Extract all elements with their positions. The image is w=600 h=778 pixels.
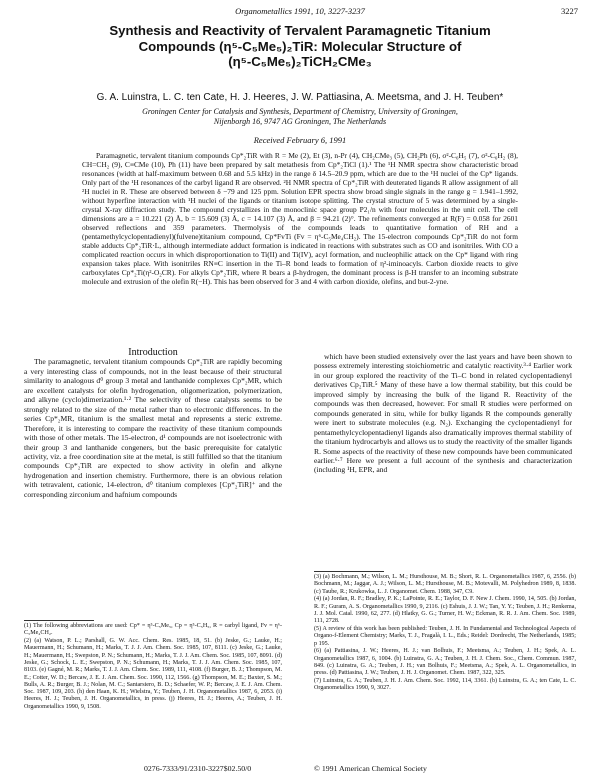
footnote-rule-right [314,571,384,572]
footnote: (6) (a) Pattiasina, J. W.; Heeres, H. J.; van Bolhuis, F.; Meetsma, A.; Teuben, J. H.; Spek, A. L. Organometallics 1987, 6, 1004. (b) Luinstra, G. A.; Teuben, J. H. J. Chem. Soc., Chem. Commun. 1987, 849. (c) Luinstra, G. A.; Teuben, J. H.; van Bolhuis, F.; Meetsma, A.; Spek, A. L. Organometallics, in press. (d) Pattiasina, J. W.; Teuben, J. H. J. Organomet. Chem. 1987, 322, 325. [314,648,576,677]
journal-citation: Organometallics 1991, 10, 3227-3237 [235,6,365,16]
left-column [24,348,282,499]
affiliation-line-1: Groningen Center for Catalysis and Synthesis, Department of Chemistry, University of Groningen, [142,107,458,116]
running-header [0,6,600,20]
page-number: 3227 [561,6,578,16]
intro-paragraph-right: which have been studied extensively over the last years and have been shown to possess extremely interesting stoichiometric and catalytic reactivity.³·⁴ Earlier work in our group explored the reactivity of the Ti–C bond in related cyclopentadienyl derivatives Cp₂TiR.⁵ Many of these have a low thermal stability, but this could be improved simply by increasing the bulk of the ligand R. Reactivity of the compounds was then decreased, however. For small R studies were performed on compounds generated in situ, while for bulky ligands R the compounds generally were inert to substrate molecules (e.g. N₂). Exchanging the cyclopentadienyl for pentamethylcyclopentadienyl ligands also dramatically improves thermal stability of the titanium hydrocarbyls and allows us to study the reactivity of the smaller ligands R. Some aspects of the reactivity of these new compounds have been communicated earlier.⁶·⁷ Here we present a full account of the synthesis and characterization (including ¹H, EPR, and [314,352,572,475]
affiliation [60,107,540,127]
title-line-1: Synthesis and Reactivity of Tervalent Paramagnetic Titanium [109,23,491,38]
article-title [40,23,560,70]
footnote: (4) (a) Jordan, R. F.; Bradley, P. K.; LaPointe, R. E.; Taylor, D. F. New J. Chem. 1990, 14, 505. (b) Jordan, R. F.; Guram, A. S. Organometallics 1990, 9, 2116. (c) Eshuis, J. J. W.; Tan, Y. Y.; Teuben, J. H.; Renkema, J. J. Mol. Catal. 1990, 62, 277. (d) Hlatky, G. G.; Turner, H. W.; Eckman, R. R. J. Am. Chem. Soc. 1989, 111, 2728. [314,596,576,625]
footnotes-right [314,574,576,693]
affiliation-line-2: Nijenborgh 16, 9747 AG Groningen, The Netherlands [213,117,387,126]
footnote: (2) (a) Watson, P. L.; Parshall, G. W. Acc. Chem. Res. 1985, 18, 51. (b) Jeske, G.; Lauke, H.; Mauermann, H.; Schumann, H.; Marks, T. J. J. Am. Chem. Soc. 1985, 107, 8111. (c) Jeske, G.; Lauke, H.; Mauermann, H.; Swepston, P. N.; Schumann, H.; Marks, T. J. J. Am. Chem. Soc. 1985, 107, 8091. (d) Jeske, G.; Schock, L. E.; Swepston, P. N.; Schumann, H.; Marks, T. J. J. Am. Chem. Soc. 1985, 107, 8103. (e) Gagné, M. R.; Marks, T. J. J. Am. Chem. Soc. 1989, 111, 4108. (f) Burger, B. J.; Thompson, M. E.; Cotter, W. D.; Bercaw, J. E. J. Am. Chem. Soc. 1990, 112, 1566. (g) Thompson, M. E.; Baxter, S. M.; Bulls, A. R.; Burger, B. J.; Nolan, M. C.; Santarsiero, B. D.; Schaefer, W. P.; Bercaw, J. E. J. Am. Chem. Soc. 1987, 109, 203. (h) den Haan, K. H.; Wielstra, Y.; Teuben, J. H. Organometallics 1987, 6, 2053. (i) Heeres, H. J.; Teuben, J. H. Organometallics, in press. (j) Heeres, H. J.; Heeres, A.; Teuben, J. H. Organometallics 1990, 9, 1508. [24,638,282,710]
title-line-2: Compounds (η⁵-C₅Me₅)₂TiR: Molecular Structure of [138,38,462,54]
abstract: Paramagnetic, tervalent titanium compounds Cp*₂TiR with R = Me (2), Et (3), n-Pr (4), CH₂CMe₃ (5), CH₂Ph (6), σ²-C₆H₅ (7), σ²-C₆H₂ (8), CH=CH₂ (9), C≡CMe (10), Ph (11) have been prepared by salt metathesis from Cp*₂TiCl (1).¹ The ¹H NMR spectra show characteristic broad resonances (width at half-maximum between 0.68 and 5.5 kHz) in the range δ 14.5–20.9 ppm, which are due to the ¹H nuclei of the Cp* ligands. Only part of the ¹H resonances of the carbyl ligand R are observed. ²H NMR spectra of Cp*₂TiR with deuterated ligands R allow assignment of all ²H nuclei in R. These are observed between δ −79 and 125 ppm. Solution EPR spectra show broad single signals in the range g = 1.941–1.992, without hyperfine interaction with ¹H nuclei of the ligands or titanium isotope splitting. The crystal structure of 5 was determined by a single-crystal X-ray diffraction study. The compound crystallizes in the monoclinic space group P2₁/n with four molecules in the unit cell. The cell dimensions are a = 10.221 (2) Å, b = 15.609 (3) Å, c = 14.107 (3) Å, and β = 94.21 (2)°. The refinements converged at R(F) = 0.058 for 2601 observed reflections and 359 parameters. Thermolysis of the compounds leads to quantitative formation of RH and a (pentamethylcyclopentadienyl)(fulvene)titanium compound, Cp*FvTi (Fv = η⁶-C₅Me₄CH₂). The 15-electron compounds Cp*₂TiR do not form stable adducts Cp*₂TiR·L, although intermediate adduct formation is indicated in reactions with substrates such as CO and isonitriles. With CO a complicated reaction occurs in which disproportionation to Ti(II) and Ti(IV), acyl formation, and nucleophilic attack on the Cp* ligand with ring expansion takes place. With isonitriles RN≡C insertion in the Ti–R bond leads to formation of η²-iminoacyls. Carbon dioxide reacts to give carboxylates Cp*₂Ti(η²-O₂CR). For alkyls Cp*₂TiR, where R bears a β-hydrogen, the dominant process is β-H transfer to an incoming substrate molecule and extrusion of the olefin R(−H). This has been observed for 3 and 4 with carbon dioxide, olefins, and but-2-yne. [82,151,518,286]
footnotes-left [24,623,282,712]
footnote: (1) The following abbreviations are used: Cp* = η⁵-C₅Me₅, Cp = η⁵-C₅H₅, R = carbyl ligand, Fv = η⁶-C₅Me₄CH₂. [24,623,282,637]
footnote: (7) Luinstra, G. A.; Teuben, J. H. J. Am. Chem. Soc. 1992, 114, 3361. (b) Luinstra, G. A.; ten Cate, L. C. Organometallics 1990, 9, 3027. [314,678,576,692]
issn-code: 0276-7333/91/2310-3227$02.50/0 [144,764,252,773]
intro-paragraph-left: The paramagnetic, tervalent titanium compounds Cp*₂TiR are rapidly becoming a very interesting class of compounds, not in the least because of their structural similarity to analogous d⁰ group 3 metal and lanthanide complexes Cp*₂MR, which are excellent catalysts for olefin hydrogenation, oligomerization, polymerization, and alkyne (cyclo)dimerization.¹·² The selectivity of these catalysts seems to be strongly related to the size of the metal rather than to electronic differences. In the series Cp*₂MR, titanium is the smallest metal and represents a steric extreme. Therefore, it is interesting to compare the reactivity of these titanium compounds with those of other metals. The 15-electron, d¹ compounds are not isoelectronic with their group 3 and lanthanide congeners, but the basic prerequisite for catalytic activity, viz. a free coordination site at the metal, is still fulfilled so that the titanium compounds Cp*₂TiR are expected to show activity in olefin and alkyne hydrogenation and insertion chemistry. Furthermore, there is an obvious relation with tetravalent, cationic, 14-electron, d⁰ titanium complexes [Cp*₂TiR]⁺ and the corresponding zirconium and hafnium compounds [24,357,282,499]
copyright: © 1991 American Chemical Society [314,764,427,773]
author-list: G. A. Luinstra, L. C. ten Cate, H. J. Heeres, J. W. Pattiasina, A. Meetsma, and J. H. Teuben* [96,92,504,103]
received-date: Received February 6, 1991 [253,135,347,145]
section-heading-introduction: Introduction [128,347,178,358]
footnote: (5) A review of this work has been published: Teuben, J. H. In Fundamental and Technological Aspects of Organo-f-Element Chemistry; Marks, T. J., Fragalà, I. L., Eds.; Reidel: Dordrecht, The Netherlands, 1985; p 195. [314,626,576,647]
title-line-3: (η⁵-C₅Me₅)₂TiCH₂CMe₃ [228,54,372,69]
footnote-rule-left [24,620,94,621]
footnote: (3) (a) Bochmann, M.; Wilson, L. M.; Hursthouse, M. B.; Short, R. L. Organometallics 1987, 6, 2556. (b) Bochmann, M.; Jaggar, A. J.; Wilson, L. M.; Hursthouse, M. B.; Motevalli, M. Polyhedron 1989, 8, 1838. (c) Taube, R.; Krukowka, L. J. Organomet. Chem. 1988, 347, C9. [314,574,576,595]
right-column [314,352,572,475]
